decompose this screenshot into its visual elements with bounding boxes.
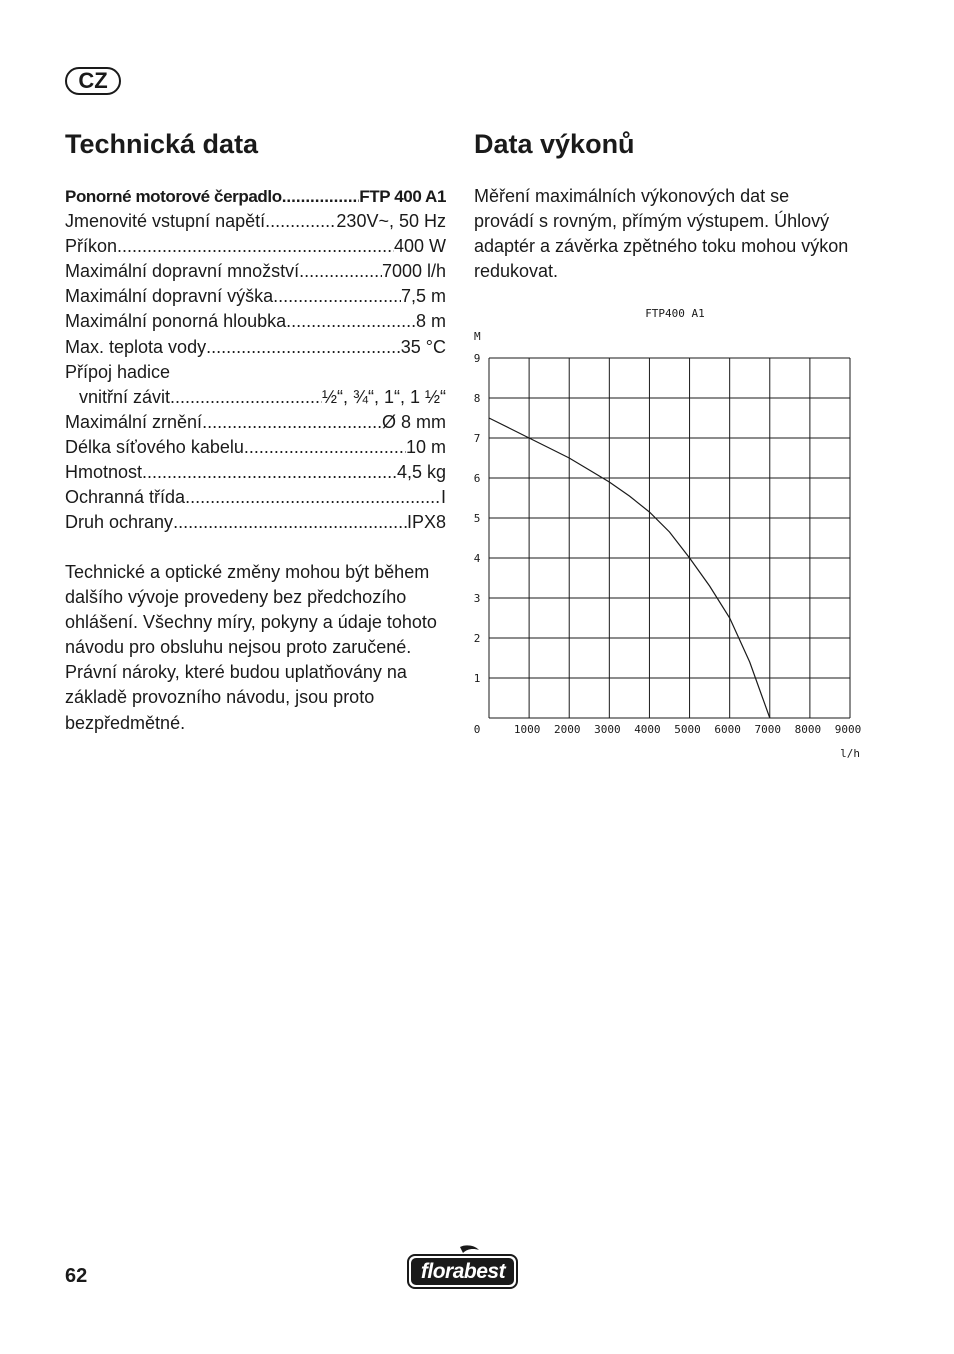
- spec-label: Max. teplota vody: [65, 336, 207, 357]
- spec-row: [65, 309, 446, 334]
- spec-value: 4,5 kg: [396, 462, 446, 483]
- spec-list: [65, 184, 446, 535]
- brand-logo: [405, 1244, 520, 1290]
- y-tick-label: 4: [473, 552, 481, 565]
- spec-leader-dots: [142, 460, 397, 485]
- y-tick-label: 2: [473, 632, 481, 645]
- spec-row: [65, 360, 446, 385]
- spec-row: [65, 234, 446, 259]
- performance-curve-line: [489, 418, 770, 718]
- x-axis-label: l/h: [840, 747, 860, 760]
- spec-value: FTP 400 A1: [359, 187, 446, 206]
- spec-label: Maximální dopravní výška: [65, 286, 274, 307]
- x-tick-label: 2000: [553, 723, 581, 736]
- x-tick-label: 3000: [594, 723, 621, 736]
- spec-label: Maximální dopravní množství: [65, 261, 300, 282]
- performance-chart-svg: [460, 295, 880, 775]
- x-tick-label: 0: [473, 723, 481, 736]
- spec-row: [65, 435, 446, 460]
- spec-label: Přípoj hadice: [65, 361, 171, 382]
- spec-value: 10 m: [405, 436, 446, 457]
- spec-row: [65, 209, 446, 234]
- y-tick-label: 6: [473, 472, 481, 485]
- spec-value: Ø 8 mm: [381, 411, 446, 432]
- y-tick-label: 3: [473, 592, 481, 605]
- performance-data-heading: Data výkonů: [474, 129, 635, 159]
- x-tick-label: 6000: [714, 723, 741, 736]
- spec-row: [65, 485, 446, 510]
- performance-description: Měření maximálních výkonových dat se provádí s rovným, přímým výstupem. Úhlový adaptér a závěrka zpětného toku mohou výkon redukovat.: [474, 186, 849, 282]
- spec-leader-dots: [273, 284, 401, 309]
- x-tick-label: 9000: [834, 723, 862, 736]
- spec-label: vnitřní závit: [79, 386, 171, 407]
- spec-leader-dots: [282, 184, 360, 209]
- chart-title: FTP400 A1: [645, 307, 705, 320]
- spec-leader-dots: [299, 259, 382, 284]
- x-tick-label: 7000: [754, 723, 782, 736]
- x-tick-label: 4000: [634, 723, 661, 736]
- spec-leader-dots: [202, 410, 382, 435]
- disclaimer-text: Technické a optické změny mohou být během dalšího vývoje provedeny bez předchozího ohlášení. Všechny míry, pokyny a údaje tohoto návodu pro obsluhu nejsou proto zaručené. Právní nároky, které budou uplatňovány na základě provozního návodu, jsou proto bezpředmětné.: [65, 562, 437, 733]
- spec-value: 400 W: [393, 236, 446, 257]
- spec-value: I: [440, 487, 446, 508]
- y-tick-label: 7: [473, 432, 481, 445]
- spec-label: Jmenovité vstupní napětí: [65, 211, 266, 232]
- spec-leader-dots: [265, 209, 336, 234]
- spec-row: [65, 460, 446, 485]
- x-tick-label: 5000: [674, 723, 701, 736]
- spec-value: 230V~, 50 Hz: [336, 211, 446, 232]
- language-badge: CZ: [65, 67, 121, 95]
- spec-row: [65, 410, 446, 435]
- spec-leader-dots: [117, 234, 394, 259]
- spec-leader-dots: [173, 510, 407, 535]
- spec-label: Ponorné motorové čerpadlo: [65, 187, 282, 206]
- spec-leader-dots: [244, 435, 406, 460]
- spec-row: [65, 184, 446, 209]
- performance-chart: [460, 295, 880, 775]
- spec-value: ½“, ¾“, 1“, 1 ½“: [321, 386, 446, 407]
- spec-label: Maximální ponorná hloubka: [65, 311, 287, 332]
- spec-leader-dots: [206, 335, 401, 360]
- spec-row: [65, 259, 446, 284]
- page-number: 62: [65, 1265, 88, 1287]
- spec-leader-dots: [185, 485, 441, 510]
- spec-row: [65, 335, 446, 360]
- spec-label: Příkon: [65, 236, 118, 257]
- y-axis-label: M: [474, 330, 481, 343]
- spec-row: [65, 385, 446, 410]
- logo-wordmark: florabest: [420, 1259, 506, 1283]
- x-tick-label: 8000: [794, 723, 822, 736]
- y-tick-label: 5: [473, 512, 481, 525]
- y-tick-label: 8: [473, 392, 481, 405]
- spec-value: 8 m: [415, 311, 446, 332]
- spec-label: Maximální zrnění: [65, 411, 203, 432]
- y-tick-label: 9: [473, 352, 481, 365]
- spec-value: 7000 l/h: [381, 261, 446, 282]
- spec-label: Druh ochrany: [65, 512, 174, 533]
- spec-label: Hmotnost: [65, 462, 143, 483]
- y-tick-label: 1: [473, 672, 481, 685]
- spec-value: 35 °C: [400, 336, 446, 357]
- spec-leader-dots: [286, 309, 416, 334]
- technical-data-heading: Technická data: [65, 129, 259, 159]
- spec-label: Délka síťového kabelu: [65, 436, 244, 457]
- spec-value: 7,5 m: [400, 286, 446, 307]
- spec-row: [65, 284, 446, 309]
- spec-leader-dots: [170, 385, 322, 410]
- spec-value: IPX8: [406, 512, 446, 533]
- spec-label: Ochranná třída: [65, 487, 186, 508]
- spec-row: [65, 510, 446, 535]
- x-tick-label: 1000: [513, 723, 541, 736]
